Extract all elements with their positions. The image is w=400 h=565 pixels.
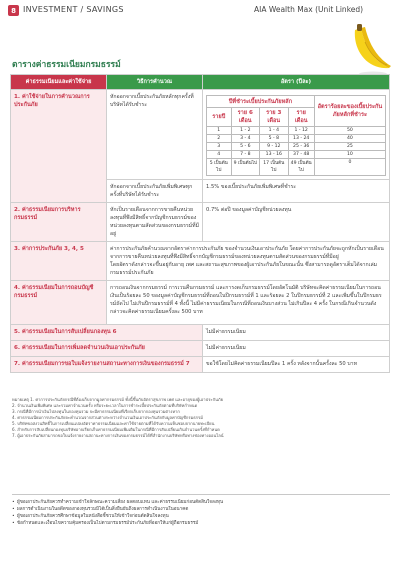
product-name: AIA Wealth Max (Unit Linked) — [254, 5, 364, 14]
footnote: 7. ผู้เอาประกันภัยสามารถขอใบแจ้งรายงานสถานะทางการเงินของกรมธรรม์ได้ที่สำนักงานบริษัทหรือทางช่องทางออนไลน์ — [12, 432, 224, 438]
footnotes — [12, 397, 390, 438]
fee-name-6: 6. ค่าธรรมเนียมในการเพิ่มลดจำนวนเงินเอาประกันภัย — [14, 345, 145, 351]
fee-name-5: 5. ค่าธรรมเนียมในการสับเปลี่ยนกองทุน 6 — [14, 329, 117, 335]
header-fee-type: ค่าธรรมเนียมและค่าใช้จ่าย — [11, 75, 107, 90]
disclaimer-item: • ผู้ขอเอาประกันภัยควรศึกษาข้อมูลในหนังสือชี้ชวนให้เข้าใจก่อนตัดสินใจลงทุน — [12, 514, 390, 521]
fee-rate-7: ขอใช้โดยไม่คิดค่าธรรมเนียมปีละ 1 ครั้ง หลังจากนั้นครั้งละ 50 บาท — [206, 361, 357, 367]
section-title: INVESTMENT / SAVINGS — [23, 5, 124, 14]
fee-method-1a: หักออกจากเบี้ยประกันภัยหลักทุกครั้งที่บริษัทได้รับชำระ — [110, 94, 194, 108]
fee-name-3: 3. ค่าการประกันภัย 3, 4, 5 — [14, 246, 84, 252]
disclaimer-item: • ข้อกำหนดและเงื่อนไขความคุ้มครองเป็นไปตามกรมธรรม์ประกันภัยที่ออกให้แก่ผู้ถือกรมธรรม์ — [12, 521, 390, 528]
banana-illustration — [345, 22, 395, 78]
divider — [12, 494, 390, 495]
fee-rate-6: ไม่มีค่าธรรมเนียม — [206, 345, 246, 351]
fee-row-2 — [11, 203, 390, 242]
fee-rate-2: 0.7% ต่อปี ของมูลค่าบัญชีหน่วยลงทุน — [206, 207, 292, 213]
fee-rate-5: ไม่มีค่าธรรมเนียม — [206, 329, 246, 335]
table-row: 3 5 - 6 9 - 12 25 - 36 25 — [207, 143, 386, 151]
fee-rate-1b: 1.5% ของเบี้ยประกันภัยเพิ่มพิเศษที่ชำระ — [206, 184, 297, 190]
premium-rate-table — [206, 95, 386, 176]
fee-method-1b: หักออกจากเบี้ยประกันภัยเพิ่มพิเศษทุกครั้งที่บริษัทได้รับชำระ — [110, 184, 193, 198]
fee-name-7: 7. ค่าธรรมเนียมการขอใบแจ้งรายงานสถานะทางการเงินของกรมธรรม์ 7 — [14, 361, 190, 367]
fee-method-2: หักเป็นรายเดือนจากการขายคืนหน่วยลงทุนที่พึงมีสิทธิ์จากบัญชีกรมธรรม์ของหน่วยลงทุนตามสัดส่วนของกรมธรรม์ที่มีอยู่ — [110, 207, 199, 237]
footnote: 5. บริษัทขอสงวนสิทธิ์ในการเปลี่ยนแปลงอัตราค่าธรรมเนียมและค่าใช้จ่ายตามที่ได้รับความเห็นชอบจากนายทะเบียน — [12, 420, 215, 426]
disclaimer-item: • ผลการดำเนินงานในอดีตของกองทุนรวมมิได้เป็นสิ่งยืนยันถึงผลการดำเนินงานในอนาคต — [12, 507, 390, 514]
fee-row-1 — [11, 90, 390, 180]
fee-text-4: การถอนเงินจากกรมธรรม์ การเวนคืนกรมธรรม์ และการงดเก็บกรมธรรม์โดยอัตโนมัติ บริษัทจะคิดค่าธรรมเนียมในการถอนเงินเป็นร้อยละ 50 ของมูลค่าบัญชีกรมธรรม์ที่ถอนในปีกรมธรรม์ที่ 1 และร้อยละ 2 ในปีกรมธรรม์ที่ 2 และเพิ่มขึ้นในปีกรมธรรม์ถัดไป ไม่เกินปีกรมธรรม์ที่ 4 ทั้งนี้ ไม่มีค่าธรรมเนียมในกรณีที่ถอนเงินบางส่วน ไม่เกินปีละ 4 ครั้ง ในกรณีเกินจำนวนดังกล่าวจะคิดค่าธรรมเนียมครั้งละ 500 บาท — [110, 285, 382, 315]
header-method: วิธีการคำนวณ — [107, 75, 203, 90]
fee-name-1: 1. ค่าใช้จ่ายในการคำนวณการประกันภัย — [14, 94, 90, 108]
footnote: 4. ค่าธรรมเนียมการประกันภัยจะคำนวณจากส่วนต่างระหว่างจำนวนเงินเอาประกันภัยกับมูลค่าบัญชีกรมธรรม์ — [12, 414, 203, 420]
footnote: หมายเหตุ 1. ค่าการประกันภัยกรณีที่ต้องเก็บจากมูลค่ากรมธรรม์ ทั้งนี้ขึ้นกับอัตราสุขภาพ เพศ และอายุของผู้เอาประกันภัย — [12, 397, 223, 402]
header-rate: อัตรา (ปีละ) — [203, 75, 390, 90]
footnote: 3. กรณีที่มีการนำเงินไปลงทุนในกองทุนรวม จะมีค่าธรรมเนียมที่เรียกเก็บจากกองทุนรวมต่างหาก — [12, 408, 180, 414]
sub-col: ราย 6 เดือน — [231, 108, 260, 127]
fee-table-header — [11, 75, 390, 90]
table-row: 1 1 - 2 1 - 4 1 - 12 50 — [207, 127, 386, 135]
table-row: 5 เป็นต้นไป 9 เป็นต้นไป 17 เป็นต้นไป 49 เป็นต้นไป 0 — [207, 159, 386, 176]
page-number: 8 — [8, 5, 19, 16]
fee-name-2: 2. ค่าธรรมเนียมการบริหารกรมธรรม์ — [14, 207, 81, 221]
fee-name-4: 4. ค่าธรรมเนียมในการถอนบัญชีกรมธรรม์ — [14, 285, 94, 299]
fee-row-7 — [11, 357, 390, 373]
sub-header-rate: อัตราร้อยละของเบี้ยประกันภัยหลักที่ชำระ — [314, 96, 385, 127]
fee-row-4 — [11, 281, 390, 325]
fee-text-3: ค่าการประกันภัยคำนวณจากอัตราค่าการประกันภัย ของจำนวนเงินเอาประกันภัย โดยค่าการประกันภัยจะถูกหักเป็นรายเดือนจากการขายคืนหน่วยลงทุนที่พึงมีสิทธิ์จากบัญชีกรมธรรม์ของหน่วยลงทุนตามสัดส่วนของกรมธรรม์ที่มีอยู่ — [110, 246, 384, 260]
document-title: ตารางค่าธรรมเนียมกรมธรรม์ — [12, 60, 121, 70]
disclaimer-list — [12, 500, 390, 528]
fee-row-5 — [11, 325, 390, 341]
fee-row-6 — [11, 341, 390, 357]
table-row: 2 3 - 4 5 - 8 13 - 24 40 — [207, 135, 386, 143]
fee-row-3 — [11, 242, 390, 281]
sub-col: ราย เดือน — [288, 108, 314, 127]
sub-col: รายปี — [207, 108, 232, 127]
page-header — [0, 0, 400, 20]
footnote: 2. จำนวนเงินเพิ่มพิเศษ และรวมค่าจำนวนครั้ง หรือระยะเวลาในการชำระเบี้ยประกันภัยตามที่บริษัทกำหนด — [12, 402, 198, 408]
fee-table — [10, 74, 390, 373]
disclaimer-item: • ผู้ขอเอาประกันภัยควรทำความเข้าใจลักษณะความเสี่ยง ผลตอบแทน และค่าธรรมเนียมก่อนตัดสินใจลงทุน — [12, 500, 390, 507]
fee-text-3b: โดยอัตราดังกล่าวจะขึ้นอยู่กับอายุ เพศ และสถานะสุขภาพของผู้เอาประกันภัยในขณะนั้น ซึ่งสามารถดูอัตราเต็มได้จากเล่มกรมธรรม์ประกันภัย — [110, 262, 378, 276]
table-row: 4 7 - 8 13 - 16 37 - 48 10 — [207, 151, 386, 159]
sub-col: ราย 3 เดือน — [260, 108, 289, 127]
sub-header-year: ปีที่ชำระเบี้ยประกันภัยหลัก — [207, 96, 315, 108]
footnote: 6. สำหรับการสับเปลี่ยนกองทุนบริษัทอาจเรียกเก็บค่าธรรมเนียมเพิ่มเติมในกรณีที่มีการสับเปลี่ยนเกินจำนวนครั้งที่กำหนด — [12, 426, 220, 432]
